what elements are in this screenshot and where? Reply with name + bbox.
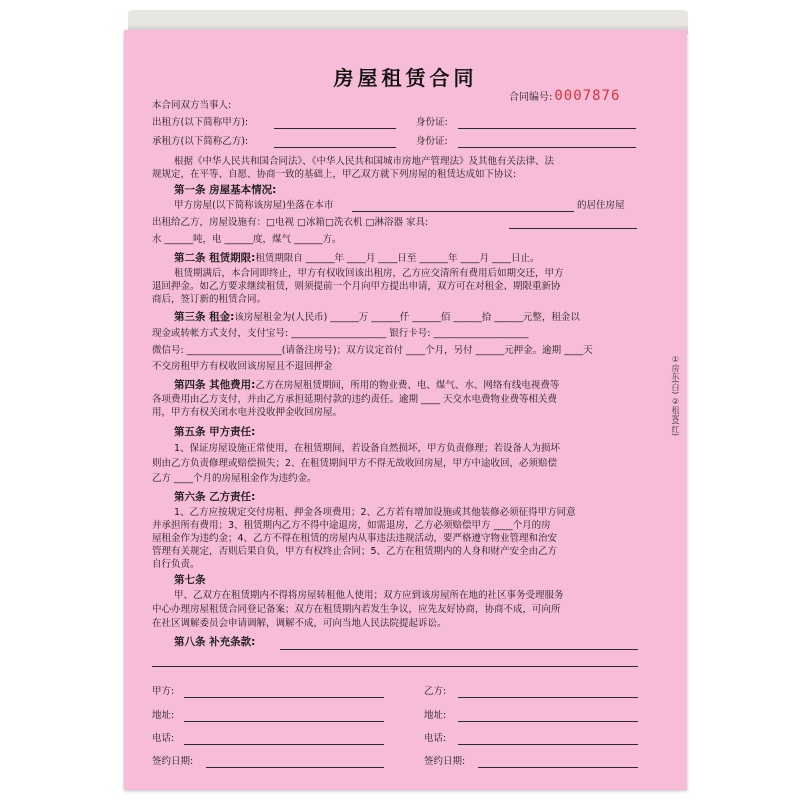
article-6-line-5: 自行负责。 [152, 559, 200, 570]
preamble-line-2: 规规定，在平等、自愿、协商一致的基础上，甲乙双方就下列房屋的租赁达成如下协议: [152, 169, 517, 180]
article-3-line-3: 微信号: ____________________(请备注房号)；双方议定首付 ____个月，另付 ______元押金。逾期 ____天 [152, 345, 593, 356]
lessor-blank [274, 128, 396, 129]
date-a-blank [206, 767, 384, 768]
article-3-line-1 [174, 311, 580, 324]
contract-number-label: 合同编号: [509, 92, 553, 103]
article-3-line-4: 不交房租甲方有权收回该房屋且不退回押金 [152, 361, 333, 372]
article-7-title: 第七条 [174, 574, 206, 586]
lessee-id-label: 身份证: [416, 136, 448, 147]
article-6-line-3: 屋租金作为违约金；4、乙方不得在租赁的房屋内从事违法违规活动，要严格遵守物业管理和治安 [152, 533, 558, 544]
party-a-label: 甲方: [152, 686, 175, 697]
party-a-blank [184, 697, 384, 698]
date-b-label: 签约日期: [424, 756, 466, 767]
article-4-title: 第四条 其他费用: [174, 379, 256, 391]
article-1-line-1b: 的居住房屋 [577, 200, 625, 211]
copy-note: ①房东(白) ②租客(红) [671, 355, 680, 437]
phone-a-blank [184, 744, 384, 745]
supplement-line-1 [280, 649, 638, 650]
article-6-line-2: 并承担所有费用；3、租赁期内乙方不得中途退房，如需退房，乙方必须赔偿甲方 ____个月的房 [152, 520, 551, 531]
phone-a-label: 电话: [152, 733, 175, 744]
article-1-line-1a: 甲方房屋(以下简称该房屋)坐落在本市 [174, 200, 334, 211]
address-a-label: 地址: [152, 710, 175, 721]
lessor-id-label: 身份证: [416, 117, 448, 128]
phone-b-blank [458, 744, 638, 745]
contract-title: 房屋租赁合同 [333, 66, 478, 90]
article-7-line-1: 甲、乙双方在租赁期内不得将房屋转租他人使用；双方应到该房屋所在地的社区事务受理服务 [174, 590, 564, 601]
address-blank [352, 211, 574, 212]
article-2-line-3: 退回押金。如乙方要求继续租赁，则须提前一个月向甲方提出申请，双方可在对租金、期限重新协 [152, 281, 561, 292]
lessor-id-blank [458, 128, 636, 129]
preamble-line-1: 根据《中华人民共和国合同法》、《中华人民共和国城市房地产管理法》及其他有关法律、法 [174, 156, 555, 167]
article-6-line-4: 管理有关规定，否则后果自负，甲方有权终止合同；5、乙方在租赁期内的人身和财产安全由乙方 [152, 546, 558, 557]
contract-number-value: 0007876 [554, 88, 621, 104]
address-b-label: 地址: [424, 710, 447, 721]
article-5-line-1: 1、保证房屋设施正常使用，在租赁期间，若设备自然损坏，甲方负责修理；若设备人为损坏 [174, 443, 561, 454]
article-4-line-3: 用，甲方有权关闭水电并没收押金收回房屋。 [152, 407, 343, 418]
article-6-line-1: 1、乙方应按规定交付房租、押金各项费用；2、乙方若有增加设施或其他装修必须征得甲方同意 [174, 507, 576, 518]
article-1-line-2: 出租给乙方，房屋设施有：□电视 □冰箱□洗衣机 □淋浴器 家具: [152, 217, 429, 228]
article-3-title: 第三条 租金: [174, 311, 235, 323]
phone-b-label: 电话: [424, 733, 447, 744]
article-7-line-3: 在社区调解委员会申请调解，调解不成，可向当地人民法院提起诉讼。 [152, 618, 447, 629]
supplement-line-2 [152, 666, 638, 667]
article-4-line-1 [174, 379, 559, 392]
address-b-blank [458, 721, 638, 722]
article-3-line-2: 现金或转帐方式支付，支付宝号: ____________________ 银行卡号: ____________________ [152, 328, 529, 339]
article-2-line-1 [174, 252, 539, 265]
article-1-line-3: 水 ______吨，电 ______度，煤气 ______方。 [152, 234, 342, 245]
intro-line: 本合同双方当事人: [152, 100, 232, 111]
article-7-line-2: 中心办理房屋租赁合同登记备案；双方在租赁期内若发生争议，应先友好协商，协商不成，可向所 [152, 604, 561, 615]
lessee-id-blank [458, 147, 636, 148]
article-2-title: 第二条 租赁期限: [174, 252, 256, 264]
party-b-label: 乙方: [424, 686, 447, 697]
article-4-line-2: 各项费用由乙方支付，并由乙方承担延期付款的违约责任。逾期 ____ 天交水电费物业费等相关费 [152, 394, 558, 405]
address-a-blank [184, 721, 384, 722]
party-b-blank [458, 697, 638, 698]
article-5-title: 第五条 甲方责任: [174, 426, 256, 438]
date-a-label: 签约日期: [152, 756, 194, 767]
article-4-text: 乙方在房屋租赁期间，所用的物业费、电、煤气、水、网络有线电视费等 [255, 380, 560, 391]
contract-sheet [124, 30, 687, 790]
furniture-blank [509, 228, 637, 229]
article-2-line-2: 租赁期满后，本合同即终止，甲方有权收回该出租房，乙方应交清所有费用后如期交还，甲方 [174, 268, 564, 279]
lessor-label: 出租方(以下简称甲方): [152, 117, 249, 128]
date-b-blank [478, 767, 638, 768]
lessee-label: 承租方(以下简称乙方): [152, 136, 249, 147]
contract-number [509, 88, 620, 104]
article-5-line-3: 乙方 ____个月的房屋租金作为违约金。 [152, 473, 317, 484]
lessee-blank [274, 147, 396, 148]
article-2-line-4: 商后，签订新的租赁合同。 [152, 294, 267, 305]
article-6-title: 第六条 乙方责任: [174, 491, 256, 503]
article-1-title: 第一条 房屋基本情况: [174, 184, 277, 196]
article-2-term: 租赁期限自 ______年 ____月 ____日至 ______年 ____月 ____日止。 [255, 253, 540, 264]
article-3-rent: 该房屋租金为(人民币) ______万 ______仟 ______佰 ______拾 ______元整，租金以 [234, 312, 580, 323]
article-8-title: 第八条 补充条款: [174, 636, 256, 648]
article-5-line-2: 则由乙方负责修理或赔偿损失；2、在租赁期间甲方不得无故收回房屋，甲方中途收回，必须赔偿 [152, 458, 558, 469]
